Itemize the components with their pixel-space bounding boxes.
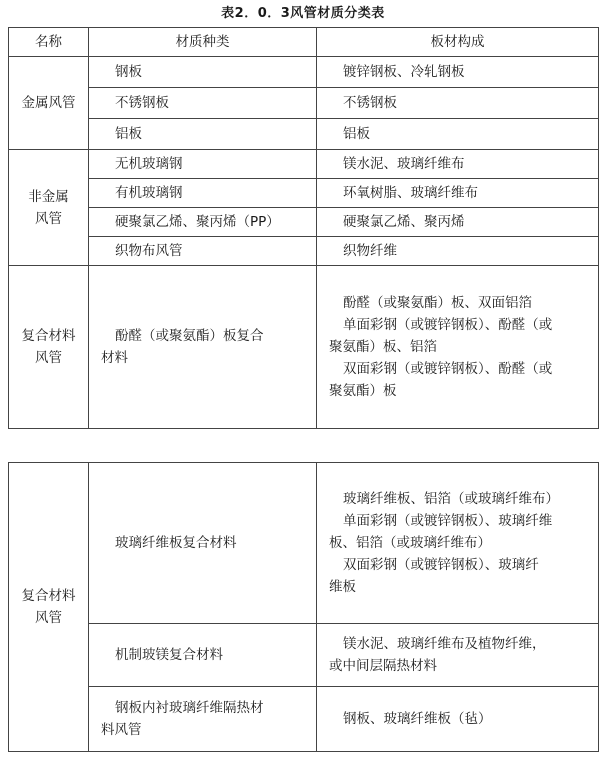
- table-header-row: [9, 28, 599, 57]
- table-row: [9, 463, 599, 624]
- board-line: 维板: [329, 579, 356, 595]
- board-cell: [317, 266, 599, 429]
- material-line: 材料: [101, 350, 128, 366]
- table-row: [9, 624, 599, 687]
- board-cell: [317, 624, 599, 687]
- header-name: 名称: [9, 28, 89, 57]
- material-cell: 铝板: [89, 119, 317, 150]
- board-line: 双面彩钢（或镀锌钢板）、酚醛（或: [343, 361, 553, 377]
- header-material: 材质种类: [89, 28, 317, 57]
- material-cell: [89, 266, 317, 429]
- table-row: [9, 266, 599, 429]
- table-row: [9, 237, 599, 266]
- group-name-line: 复合材料: [21, 328, 76, 344]
- board-line: 聚氨酯）板: [329, 383, 397, 399]
- table-row: [9, 150, 599, 179]
- board-cell: 镁水泥、玻璃纤维布: [317, 150, 599, 179]
- material-cell: 织物布风管: [89, 237, 317, 266]
- board-line: 玻璃纤维板、铝箔（或玻璃纤维布）: [343, 491, 559, 507]
- material-cell: 玻璃纤维板复合材料: [89, 463, 317, 624]
- group-name: [9, 150, 89, 266]
- board-line: 镁水泥、玻璃纤维布及植物纤维，: [343, 636, 546, 652]
- material-cell: 有机玻璃钢: [89, 179, 317, 208]
- board-cell: 硬聚氯乙烯、聚丙烯: [317, 208, 599, 237]
- duct-material-table: [8, 27, 599, 429]
- board-cell: 织物纤维: [317, 237, 599, 266]
- table-row: [9, 208, 599, 237]
- board-line: 板、铝箔（或玻璃纤维布）: [329, 535, 491, 551]
- board-cell: [317, 463, 599, 624]
- material-cell: 不锈钢板: [89, 88, 317, 119]
- board-cell: 铝板: [317, 119, 599, 150]
- table-row: [9, 119, 599, 150]
- material-line: 酚醛（或聚氨酯）板复合: [115, 328, 264, 344]
- header-board: 板材构成: [317, 28, 599, 57]
- material-cell: 机制玻镁复合材料: [89, 624, 317, 687]
- table-title: 表2．0．3风管材质分类表: [221, 6, 385, 21]
- board-cell: 钢板、玻璃纤维板（毡）: [317, 687, 599, 752]
- board-line: 或中间层隔热材料: [329, 658, 437, 674]
- group-name-line: 非金属: [28, 188, 69, 205]
- board-cell: 镀锌钢板、冷轧钢板: [317, 57, 599, 88]
- group-name: 金属风管: [9, 57, 89, 150]
- material-cell: 钢板: [89, 57, 317, 88]
- group-name-line: 复合材料: [21, 588, 76, 604]
- group-name-line: 风管: [35, 610, 62, 626]
- board-cell: 不锈钢板: [317, 88, 599, 119]
- material-line: 钢板内衬玻璃纤维隔热材: [115, 700, 264, 716]
- table-row: [9, 57, 599, 88]
- table-row: [9, 88, 599, 119]
- material-line: 料风管: [101, 722, 142, 738]
- group-name-line: 风管: [35, 350, 62, 366]
- board-line: 聚氨酯）板、铝箔: [329, 339, 437, 355]
- board-line: 酚醛（或聚氨酯）板、双面铝箔: [343, 295, 532, 311]
- board-cell: 环氧树脂、玻璃纤维布: [317, 179, 599, 208]
- material-cell: 无机玻璃钢: [89, 150, 317, 179]
- group-name: [9, 463, 89, 752]
- group-name: [9, 266, 89, 429]
- board-line: 单面彩钢（或镀锌钢板）、玻璃纤维: [343, 513, 553, 529]
- group-name-line: 风管: [35, 210, 62, 227]
- board-line: 单面彩钢（或镀锌钢板）、酚醛（或: [343, 317, 553, 333]
- duct-material-table-continued: [8, 462, 599, 752]
- table-row: [9, 179, 599, 208]
- material-cell: [89, 687, 317, 752]
- board-line: 双面彩钢（或镀锌钢板）、玻璃纤: [343, 557, 539, 573]
- table-row: [9, 687, 599, 752]
- material-cell: 硬聚氯乙烯、聚丙烯（PP）: [89, 208, 317, 237]
